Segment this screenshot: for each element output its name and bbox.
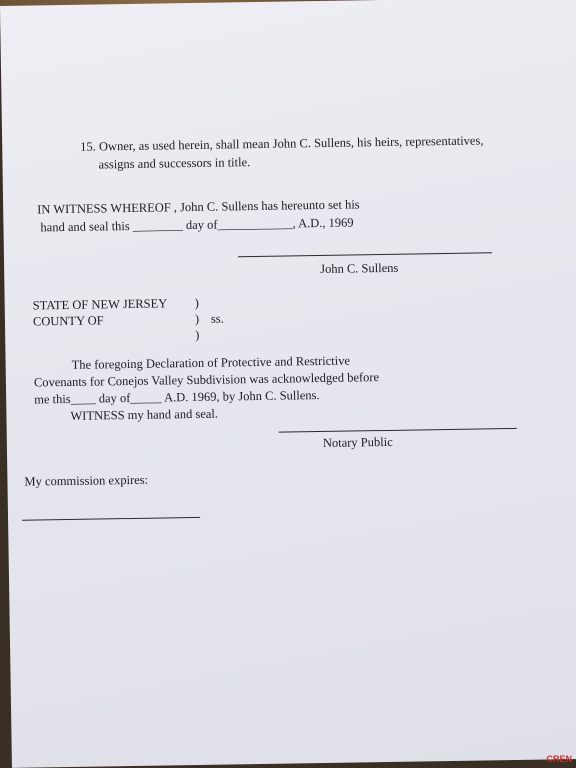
venue-paren-2: ): [194, 311, 200, 326]
notary-signature-line: [279, 428, 517, 433]
venue-paren-1: ): [194, 295, 199, 310]
signature-line: [238, 252, 492, 257]
watermark-logo: CREN: [546, 754, 572, 764]
signature-name: John C. Sullens: [320, 260, 399, 277]
witness-line-1: IN WITNESS WHEREOF , John C. Sullens has hereunto set his: [37, 197, 360, 217]
notary-label: Notary Public: [322, 434, 393, 450]
witness-line-2: hand and seal this ________ day of____________, A.D., 1969: [40, 215, 354, 235]
acknowledgment-line-2: Covenants for Conejos Valley Subdivision was acknowledged before: [33, 370, 380, 390]
venue-ss: ss.: [210, 311, 224, 326]
venue-county: COUNTY OF: [32, 313, 104, 329]
clause-15-line-2: assigns and successors in title.: [98, 155, 251, 172]
venue-state: STATE OF NEW JERSEY: [32, 296, 168, 313]
acknowledgment-line-3: me this____ day of_____ A.D. 1969, by John C. Sullens.: [34, 388, 320, 407]
commission-date-line: [22, 517, 200, 521]
commission-expires-label: My commission expires:: [24, 472, 149, 489]
acknowledgment-line-4: WITNESS my hand and seal.: [70, 406, 219, 423]
acknowledgment-line-1: The foregoing Declaration of Protective and Restrictive: [71, 353, 351, 372]
venue-paren-3: ): [195, 327, 200, 342]
clause-15-line-1: 15. Owner, as used herein, shall mean John C. Sullens, his heirs, representatives,: [80, 133, 484, 154]
